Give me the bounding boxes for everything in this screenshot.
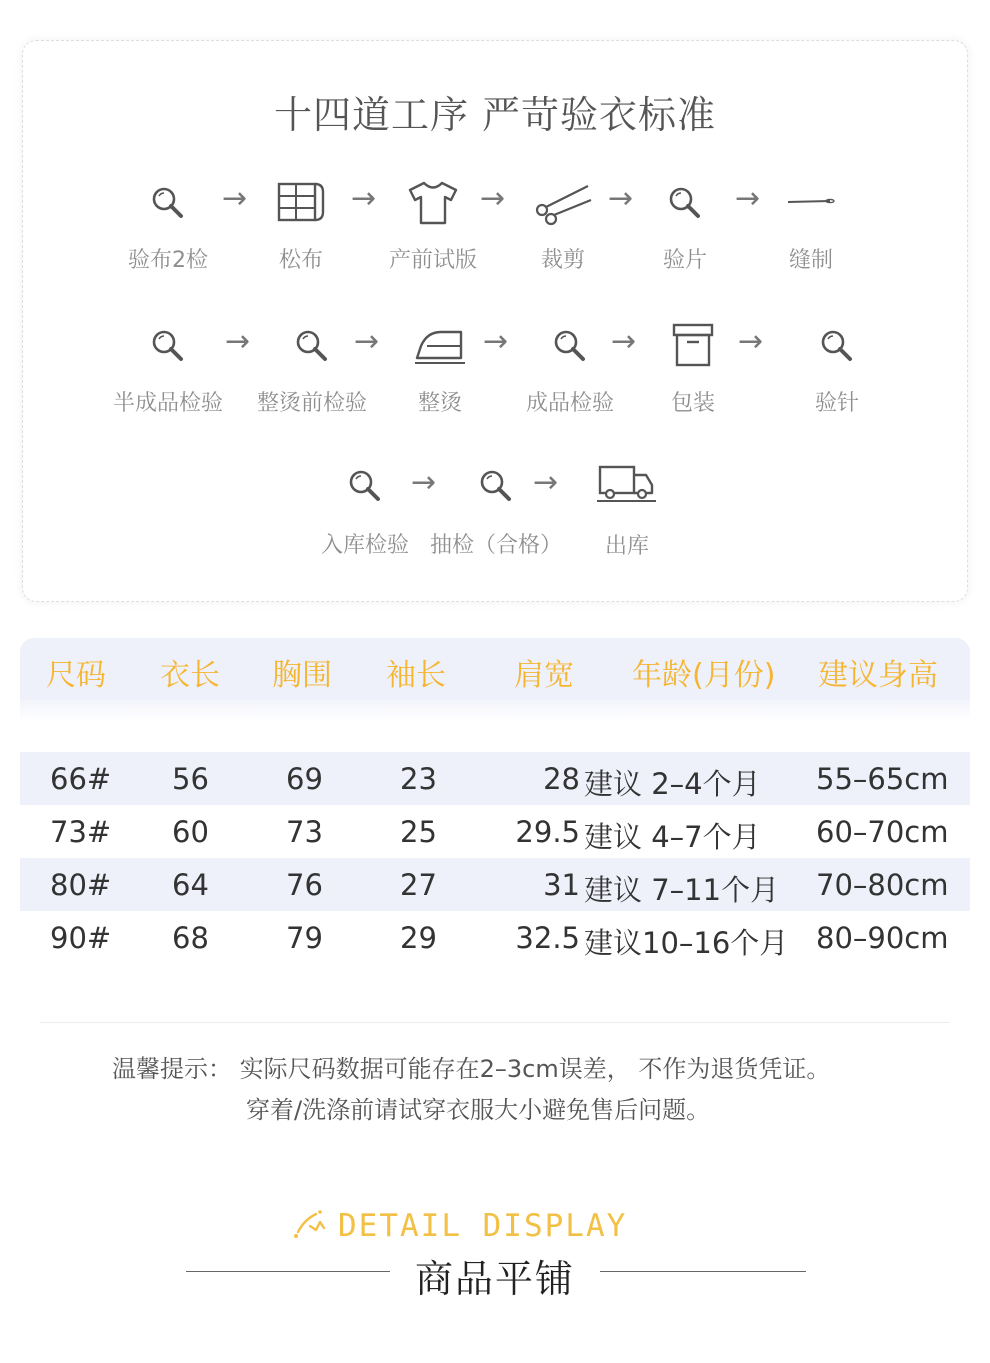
header-age: 年龄(月份) [632,658,776,693]
tip-line-1: 温馨提示： 实际尺码数据可能存在2–3cm误差， 不作为退货凭证。 [112,1055,831,1083]
arrow-icon: → [738,324,764,359]
cell-size: 66# [50,762,112,796]
cell-shoulder: 29.5 [515,815,580,849]
header-shoulder: 肩宽 [514,658,574,693]
cell-length: 60 [172,815,209,849]
step-label: 松布 [278,248,323,273]
tip-line-2: 穿着/洗涤前请试穿衣服大小避免售后问题。 [246,1096,711,1124]
header-chest: 胸围 [272,658,332,693]
cell-chest: 76 [286,868,323,902]
magnifier-icon [817,326,857,366]
cell-chest: 73 [286,815,323,849]
step-label: 整烫 [417,391,462,416]
iron-icon [413,324,467,366]
arrow-icon: → [225,324,251,359]
arrow-icon: → [735,181,761,216]
box-icon [671,322,715,368]
cell-sleeve: 29 [400,921,437,955]
step-label: 验布2检 [128,248,208,273]
cell-size: 80# [50,868,112,902]
process-title: 十四道工序 严苛验衣标准 [273,93,717,137]
cell-sleeve: 27 [400,868,437,902]
magnifier-icon [665,183,705,223]
cell-shoulder: 32.5 [515,921,580,955]
magnifier-icon [550,326,590,366]
cell-shoulder: 31 [543,868,580,902]
magnifier-icon [476,466,516,506]
cell-height: 60–70cm [816,815,949,849]
cell-age: 建议 4–7个月 [584,820,761,854]
step-label: 半成品检验 [112,391,223,416]
magnifier-icon [345,466,385,506]
cell-age: 建议 7–11个月 [584,873,780,907]
truck-icon [596,463,658,505]
tshirt-icon [407,180,459,226]
step-label: 抽检（合格） [429,533,562,558]
step-label: 验针 [814,391,859,416]
step-label: 验片 [662,248,707,273]
divider [40,1022,950,1023]
step-semi-inspect [103,326,233,416]
needle-icon [786,180,836,226]
fabric-roll-icon [276,180,326,224]
table-row [20,752,970,805]
header-size: 尺码 [46,658,106,693]
header-fade [20,700,970,722]
step-label: 包装 [670,391,715,416]
detail-display-en: DETAIL DISPLAY [338,1208,628,1244]
cell-length: 68 [172,921,209,955]
step-relax-fabric [236,180,366,273]
arrow-icon: → [611,324,637,359]
magnifier-icon [148,183,188,223]
cell-sleeve: 25 [400,815,437,849]
step-outbound [562,463,692,559]
table-row [20,858,970,911]
step-label: 缝制 [788,248,833,273]
cell-chest: 79 [286,921,323,955]
header-length: 衣长 [160,658,220,693]
cell-height: 70–80cm [816,868,949,902]
arrow-icon: → [222,181,248,216]
arrow-icon: → [411,465,437,500]
arrow-icon: → [351,181,377,216]
step-label: 入库检验 [320,533,409,558]
cell-size: 90# [50,921,112,955]
cell-height: 80–90cm [816,921,949,955]
step-inspect-pieces [620,183,750,273]
step-sewing [746,180,876,273]
detail-display-cn: 商品平铺 [414,1257,575,1301]
divider-line-right [600,1271,806,1272]
step-label: 产前试版 [388,248,477,273]
step-label: 成品检验 [525,391,614,416]
cell-length: 64 [172,868,209,902]
table-row [20,805,970,858]
header-sleeve: 袖长 [386,658,446,693]
arrow-icon: → [354,324,380,359]
cell-sleeve: 23 [400,762,437,796]
cell-chest: 69 [286,762,323,796]
magnifier-icon [148,326,188,366]
arrow-icon: → [480,181,506,216]
arrow-icon: → [483,324,509,359]
cell-length: 56 [172,762,209,796]
step-needle-inspect [772,326,902,416]
step-label: 裁剪 [540,248,585,273]
cell-shoulder: 28 [543,762,580,796]
cell-height: 55–65cm [816,762,949,796]
cell-age: 建议10–16个月 [584,926,789,960]
header-height: 建议身高 [818,658,938,693]
sparkle-icon [290,1206,330,1242]
table-row [20,911,970,964]
cell-size: 73# [50,815,112,849]
cell-age: 建议 2–4个月 [584,767,761,801]
magnifier-icon [292,326,332,366]
step-label: 整烫前检验 [256,391,367,416]
step-label: 出库 [604,534,649,559]
arrow-icon: → [533,465,559,500]
step-sample [368,180,498,273]
scissors-icon [533,180,593,226]
step-inspect-fabric [103,183,233,273]
arrow-icon: → [608,181,634,216]
